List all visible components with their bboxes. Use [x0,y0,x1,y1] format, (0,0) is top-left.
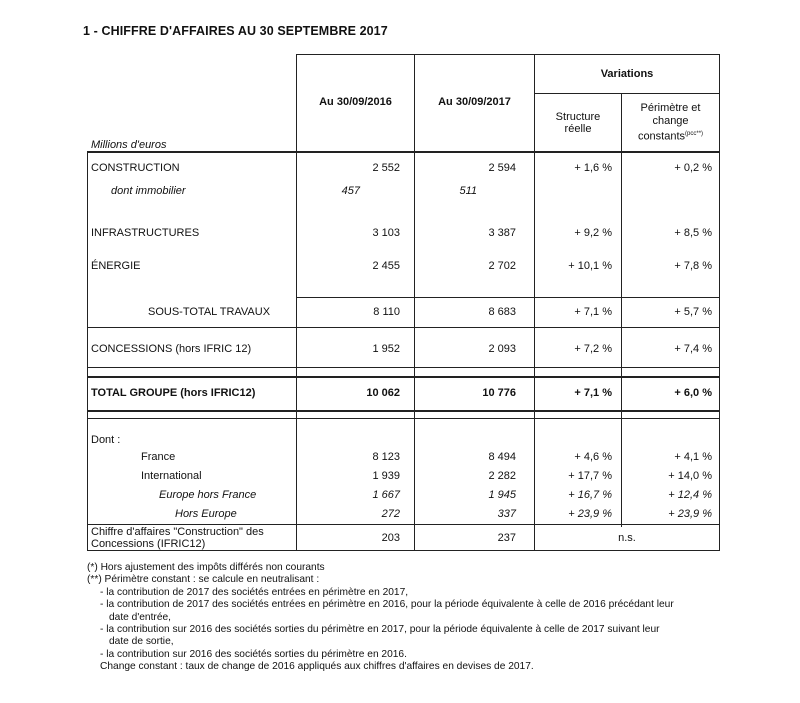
cell-ifric-variation: n.s. [618,532,636,544]
cell-france-2016: 8 123 [372,451,400,463]
cell-concessions-2016: 1 952 [372,343,400,355]
row-label-dont: Dont : [91,434,121,446]
col-header-pcc-l2: change [652,115,689,127]
cell-total-pcc: + 6,0 % [674,387,712,399]
cell-immobilier-2017: 511 [459,185,477,197]
cell-construction-2016: 2 552 [372,162,400,174]
footnotes [87,562,674,674]
row-label-hors-europe: Hors Europe [175,508,237,520]
cell-france-pcc: + 4,1 % [674,451,712,463]
page-title: 1 - CHIFFRE D'AFFAIRES AU 30 SEPTEMBRE 2017 [83,24,388,38]
cell-total-structure: + 7,1 % [574,387,612,399]
pcc-superscript: (pcc**) [685,131,704,137]
cell-infrastructures-2017: 3 387 [488,227,516,239]
cell-total-2017: 10 776 [482,387,516,399]
cell-international-2017: 2 282 [488,470,516,482]
row-label-immobilier: dont immobilier [111,185,186,197]
note-line: (*) Hors ajustement des impôts différés non courants [87,562,325,573]
cell-international-pcc: + 14,0 % [668,470,712,482]
row-label-total: TOTAL GROUPE (hors IFRIC12) [91,387,256,399]
col-header-structure-l2: réelle [564,123,592,135]
cell-construction-pcc: + 0,2 % [674,162,712,174]
cell-energie-2016: 2 455 [372,260,400,272]
cell-hors-europe-pcc: + 23,9 % [668,508,712,520]
cell-france-2017: 8 494 [488,451,516,463]
note-line: - la contribution de 2017 des sociétés entrées en périmètre en 2017, [100,586,409,598]
row-label-energie: ÉNERGIE [91,260,141,272]
row-label-sous-total: SOUS-TOTAL TRAVAUX [148,306,271,318]
cell-concessions-structure: + 7,2 % [574,343,612,355]
cell-sous-total-2017: 8 683 [488,306,516,318]
col-header-2017: Au 30/09/2017 [438,96,511,108]
cell-europe-2016: 1 667 [372,489,400,501]
col-header-variations: Variations [600,68,654,80]
cell-infrastructures-pcc: + 8,5 % [674,227,712,239]
cell-concessions-2017: 2 093 [488,343,516,355]
row-label-infrastructures: INFRASTRUCTURES [91,227,200,239]
col-header-pcc-l3 [622,128,719,144]
cell-construction-2017: 2 594 [488,162,516,174]
row-label-international: International [141,470,202,482]
cell-infrastructures-structure: + 9,2 % [574,227,612,239]
cell-ifric-2016: 203 [381,532,400,544]
note-line: Change constant : taux de change de 2016 appliqués aux chiffres d'affaires en devises de 2017. [100,661,534,673]
cell-europe-2017: 1 945 [488,489,516,501]
row-label-europe: Europe hors France [159,489,257,501]
cell-ifric-2017: 237 [497,532,516,544]
note-line: (**) Périmètre constant : se calcule en neutralisant : [87,574,320,586]
cell-energie-pcc: + 7,8 % [674,260,712,272]
cell-europe-structure: + 16,7 % [568,489,612,501]
cell-energie-structure: + 10,1 % [568,260,612,272]
cell-hors-europe-structure: + 23,9 % [568,508,612,520]
cell-sous-total-2016: 8 110 [373,306,400,318]
row-label-construction: CONSTRUCTION [91,162,180,174]
row-label-ifric-l1: Chiffre d'affaires "Construction" des [91,526,264,538]
cell-international-2016: 1 939 [372,470,400,482]
cell-concessions-pcc: + 7,4 % [674,343,712,355]
pcc-label: constants [637,130,686,143]
unit-label: Millions d'euros [91,139,167,151]
note-line: date de sortie, [109,636,174,648]
note-line: - la contribution sur 2016 des sociétés sorties du périmètre en 2017, pour la période équivalente à celle de 2017 suivant leur [100,624,660,636]
cell-hors-europe-2016: 272 [381,508,400,520]
cell-europe-pcc: + 12,4 % [668,489,712,501]
cell-construction-structure: + 1,6 % [574,162,612,174]
cell-international-structure: + 17,7 % [568,470,612,482]
note-line: - la contribution de 2017 des sociétés entrées en périmètre en 2016, pour la période équivalente à celle de 2016 précédant leur [100,599,674,611]
cell-sous-total-pcc: + 5,7 % [674,306,712,318]
cell-energie-2017: 2 702 [488,260,516,272]
cell-immobilier-2016: 457 [341,185,360,197]
note-line: - la contribution sur 2016 des sociétés sorties du périmètre en 2016. [100,648,407,660]
cell-france-structure: + 4,6 % [574,451,612,463]
col-header-pcc-l1: Périmètre et [640,102,701,114]
col-header-structure-l1: Structure [555,111,601,123]
row-label-concessions: CONCESSIONS (hors IFRIC 12) [91,343,252,355]
note-line: date d'entrée, [109,611,171,623]
cell-sous-total-structure: + 7,1 % [574,306,612,318]
cell-hors-europe-2017: 337 [497,508,516,520]
row-label-ifric-l2: Concessions (IFRIC12) [91,538,206,550]
cell-total-2016: 10 062 [366,387,400,399]
row-label-france: France [141,451,176,463]
cell-infrastructures-2016: 3 103 [372,227,400,239]
col-header-2016: Au 30/09/2016 [319,96,392,108]
